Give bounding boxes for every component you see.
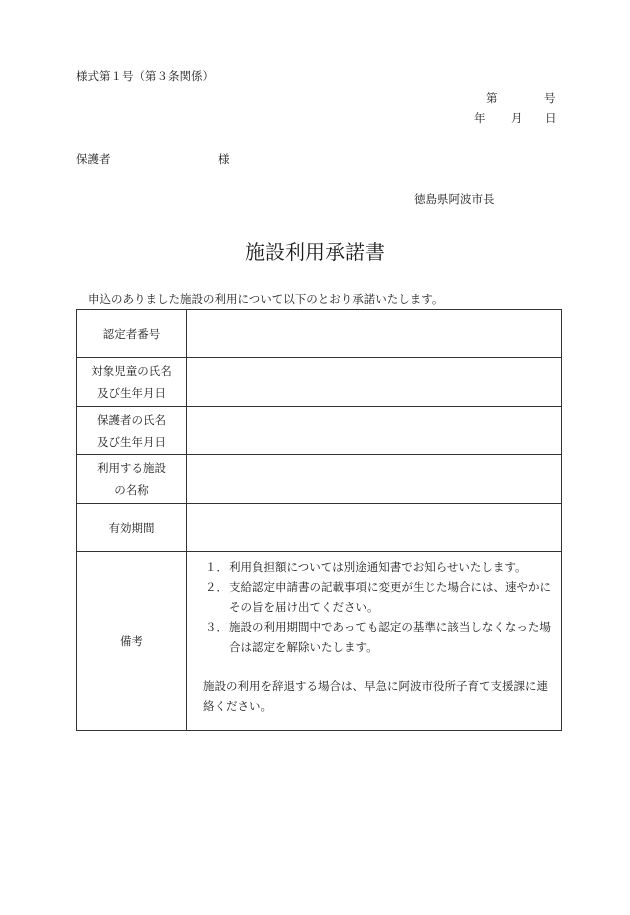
certification-number-cell xyxy=(187,310,562,358)
note-number: ３． xyxy=(205,620,228,634)
addressee-honorific: 様 xyxy=(218,152,230,166)
row-label-line: 認定者番号 xyxy=(102,326,161,341)
notes-label xyxy=(77,552,187,731)
date-day-label: 日 xyxy=(545,111,557,125)
table-row xyxy=(77,552,562,731)
row-label xyxy=(77,455,187,504)
row-label xyxy=(77,504,187,552)
table-row xyxy=(77,504,562,552)
note-item xyxy=(205,617,551,657)
date-month-label: 月 xyxy=(511,111,523,125)
row-label xyxy=(77,407,187,455)
validity-period-cell xyxy=(187,504,562,552)
row-label-line: 対象児童の氏名 xyxy=(91,364,172,378)
document-number-suffix: 号 xyxy=(544,91,556,105)
row-label-line: 利用する施設 xyxy=(97,461,166,475)
form-number: 様式第１号（第３条関係） xyxy=(76,69,214,83)
table-row xyxy=(77,407,562,455)
note-text: 利用負担額については別途通知書でお知らせいたします。 xyxy=(229,560,527,574)
document-title: 施設利用承諾書 xyxy=(245,240,385,264)
row-label xyxy=(77,310,187,358)
intro-text: 申込のありました施設の利用について以下のとおり承諾いたします。 xyxy=(88,292,444,306)
row-label xyxy=(77,358,187,407)
table-row xyxy=(77,455,562,504)
table-row xyxy=(77,310,562,358)
withdrawal-notice: 施設の利用を辞退する場合は、早急に阿波市役所子育て支援課に連絡ください。 xyxy=(203,679,548,713)
note-item xyxy=(205,557,551,577)
row-label-line: 及び生年月日 xyxy=(97,386,166,400)
document-number-prefix: 第 xyxy=(486,91,498,105)
facility-name-cell xyxy=(187,455,562,504)
row-label-line: 保護者の氏名 xyxy=(97,412,166,427)
note-text: 支給認定申請書の記載事項に変更が生じた場合には、速やかにその旨を届け出てください。 xyxy=(229,580,551,614)
note-number: ２． xyxy=(205,580,228,594)
approval-table xyxy=(76,309,562,731)
guardian-name-birthdate-cell xyxy=(187,407,562,455)
notes-cell xyxy=(187,552,562,731)
row-label-line: 備考 xyxy=(120,634,143,648)
row-label-line: 及び生年月日 xyxy=(97,434,166,449)
date-year-label: 年 xyxy=(474,111,486,125)
note-item xyxy=(205,577,551,617)
addressee-label: 保護者 xyxy=(76,152,111,166)
issuer-name: 徳島県阿波市長 xyxy=(414,192,495,206)
note-number: １． xyxy=(205,560,228,574)
row-label-line: 有効期間 xyxy=(108,520,155,535)
row-label-line: の名称 xyxy=(114,483,149,497)
child-name-birthdate-cell xyxy=(187,358,562,407)
note-text: 施設の利用期間中であっても認定の基準に該当しなくなった場合は認定を解除いたします。 xyxy=(229,620,551,654)
table-row xyxy=(77,358,562,407)
